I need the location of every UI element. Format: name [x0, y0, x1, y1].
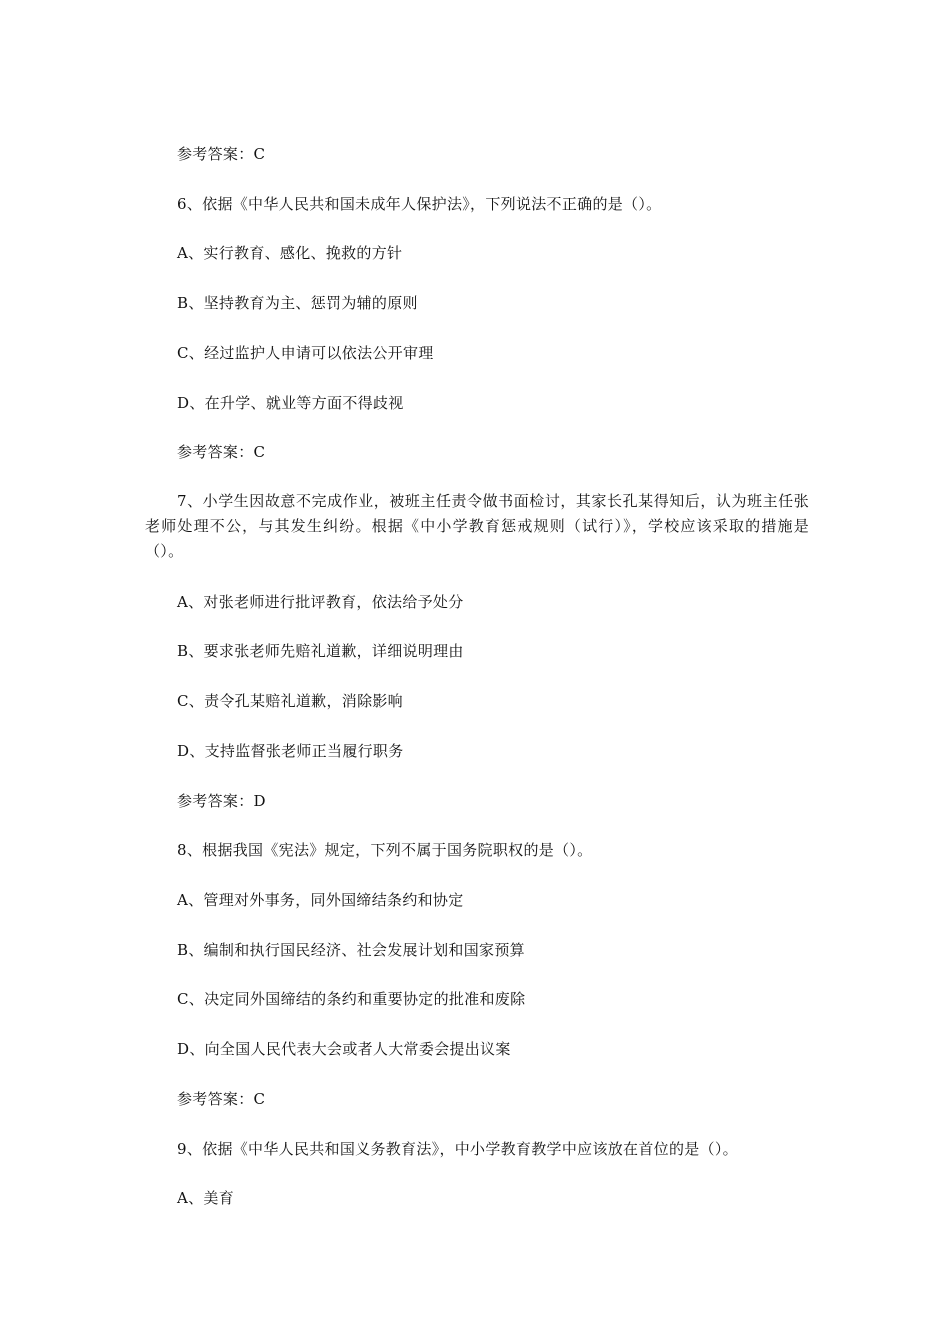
q6-option-c: C、经过监护人申请可以依法公开审理 — [177, 344, 434, 362]
answer-q8: 参考答案：C — [177, 1090, 266, 1108]
q7-option-a: A、对张老师进行批评教育，依法给予处分 — [177, 593, 464, 611]
answer-q7: 参考答案：D — [177, 792, 266, 810]
q6-option-d: D、在升学、就业等方面不得歧视 — [177, 394, 404, 412]
q7-option-d: D、支持监督张老师正当履行职务 — [177, 742, 404, 760]
q6-option-b: B、坚持教育为主、惩罚为辅的原则 — [177, 294, 418, 312]
q8-option-d: D、向全国人民代表大会或者人大常委会提出议案 — [177, 1040, 511, 1058]
q7-option-c: C、责令孔某赔礼道歉，消除影响 — [177, 692, 403, 710]
question-6: 6、依据《中华人民共和国未成年人保护法》，下列说法不正确的是（）。 — [177, 195, 662, 213]
q8-option-a: A、管理对外事务，同外国缔结条约和协定 — [177, 891, 464, 909]
q9-option-a: A、美育 — [177, 1189, 235, 1207]
question-9: 9、依据《中华人民共和国义务教育法》，中小学教育教学中应该放在首位的是（）。 — [177, 1140, 738, 1158]
q8-option-c: C、决定同外国缔结的条约和重要协定的批准和废除 — [177, 990, 526, 1008]
question-7: 7、小学生因故意不完成作业，被班主任责令做书面检讨，其家长孔某得知后，认为班主任张老师处理不公，与其发生纠纷。根据《中小学教育惩戒规则（试行）》，学校应该采取的措施是（）。 — [145, 492, 809, 560]
question-8: 8、根据我国《宪法》规定，下列不属于国务院职权的是（）。 — [177, 841, 593, 859]
q7-option-b: B、要求张老师先赔礼道歉，详细说明理由 — [177, 642, 464, 660]
answer-q5: 参考答案：C — [177, 145, 266, 163]
q6-option-a: A、实行教育、感化、挽救的方针 — [177, 244, 403, 262]
q8-option-b: B、编制和执行国民经济、社会发展计划和国家预算 — [177, 941, 525, 959]
answer-q6: 参考答案：C — [177, 443, 266, 461]
